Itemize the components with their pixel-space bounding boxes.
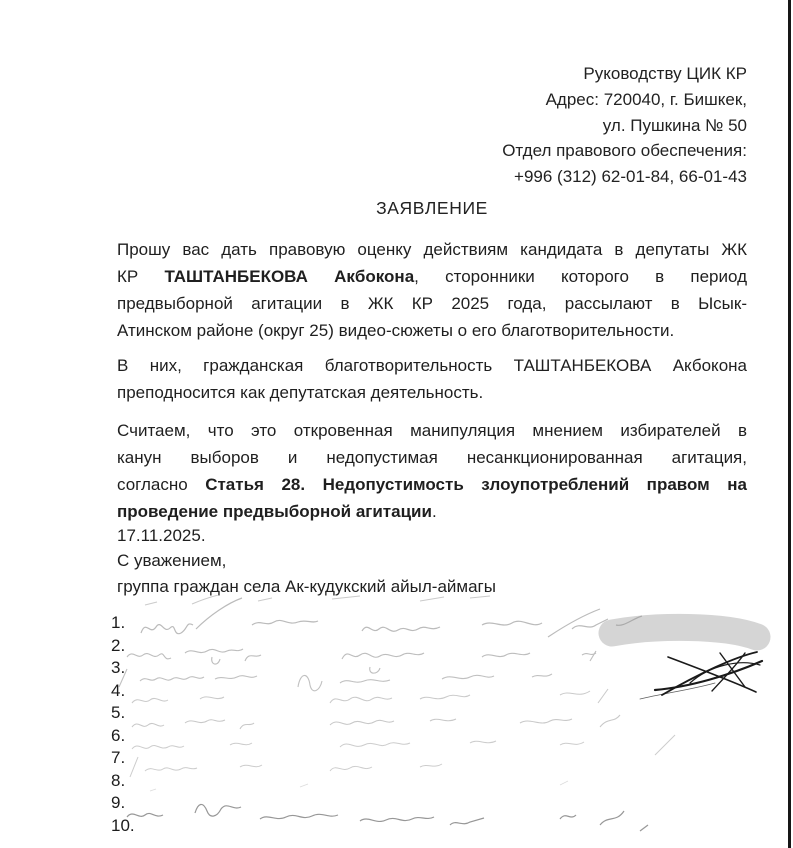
paragraph-line	[117, 236, 747, 263]
paragraph-3	[117, 417, 747, 525]
text-run: Атинском районе (округ 25) видео-сюжеты о его благотворительности.	[117, 321, 675, 340]
paragraph-line	[117, 498, 747, 525]
text-run: КР	[117, 267, 165, 286]
handwriting-line-6	[132, 735, 675, 755]
paragraph-2	[117, 352, 747, 406]
recipient-line: ул. Пушкина № 50	[602, 115, 747, 135]
paragraph-line	[117, 471, 747, 498]
date-line: 17.11.2025.	[117, 526, 206, 545]
recipient-line: Руководству ЦИК КР	[583, 64, 747, 83]
signature-list-item: 10.	[111, 815, 135, 835]
paragraph-1	[117, 236, 747, 344]
text-run: канун выборов и недопустимая несанкционированная агитация,	[117, 448, 747, 467]
signature-list-item: 3.	[111, 658, 126, 677]
law-article-bold: проведение предвыборной агитации	[117, 502, 432, 521]
paragraph-line	[117, 317, 747, 344]
signature-list-item: 4.	[111, 680, 126, 700]
signature-list-item: 1.	[111, 613, 126, 632]
ink-signature	[640, 652, 762, 699]
handwriting-line-4	[132, 689, 608, 703]
signature-list-item: 6.	[111, 725, 126, 745]
text-run: В них, гражданская благотворительность ТАШТАНБЕКОВА Акбокона	[117, 356, 747, 375]
paragraph-line	[117, 417, 747, 444]
highlight-redaction	[612, 627, 757, 637]
handwriting-line-7	[130, 757, 442, 777]
recipient-line: +996 (312) 62-01-84, 66-01-43	[514, 167, 747, 187]
text-run: , сторонники которого в период	[414, 267, 747, 286]
text-run: согласно	[117, 475, 206, 494]
closing-block	[117, 523, 747, 599]
paragraph-line	[117, 290, 747, 317]
text-run: преподносится как депутатская деятельность.	[117, 383, 484, 402]
signature-list-item: 7.	[111, 748, 126, 767]
signature-list-item: 9.	[111, 793, 126, 812]
signature-list-item: 2.	[111, 635, 126, 655]
paragraph-line	[117, 263, 747, 290]
handwriting-line-3	[119, 669, 552, 691]
handwriting-line-1	[141, 598, 642, 637]
text-run: Считаем, что это откровенная манипуляция мнением избирателей в	[117, 421, 747, 440]
handwriting-line-9	[127, 804, 648, 831]
page-title: ЗАЯВЛЕНИЕ	[376, 198, 488, 218]
handwritten-signatures	[0, 595, 793, 848]
signature-list-item: 5.	[111, 703, 126, 722]
signature-list-item: 8.	[111, 770, 126, 790]
text-run: предвыборной агитации в ЖК КР 2025 года, рассылают в Ысык-	[117, 294, 747, 313]
handwriting-line-5	[132, 715, 620, 729]
recipient-line: Адрес: 720040, г. Бишкек,	[545, 89, 747, 109]
text-run: .	[431, 502, 437, 521]
paragraph-line	[117, 444, 747, 471]
paragraph-line	[117, 379, 747, 406]
handwriting-line-2	[127, 649, 596, 673]
scan-edge-artifact	[788, 0, 791, 848]
handwriting-line-8	[150, 781, 568, 791]
candidate-name-bold: ТАШТАНБЕКОВА Акбокона	[164, 267, 415, 286]
regards-line: С уважением,	[117, 551, 227, 571]
recipient-line: Отдел правового обеспечения:	[502, 141, 747, 161]
law-article-bold: Статья 28. Недопустимость злоупотреблений правом на	[205, 475, 747, 494]
recipient-block	[117, 61, 747, 190]
paragraph-line	[117, 352, 747, 379]
text-run: Прошу вас дать правовую оценку действиям кандидата в депутаты ЖК	[117, 240, 747, 259]
pencil-marks-top	[145, 595, 490, 605]
signatories-line: группа граждан села Ак-кудукский айыл-аймагы	[117, 576, 496, 596]
